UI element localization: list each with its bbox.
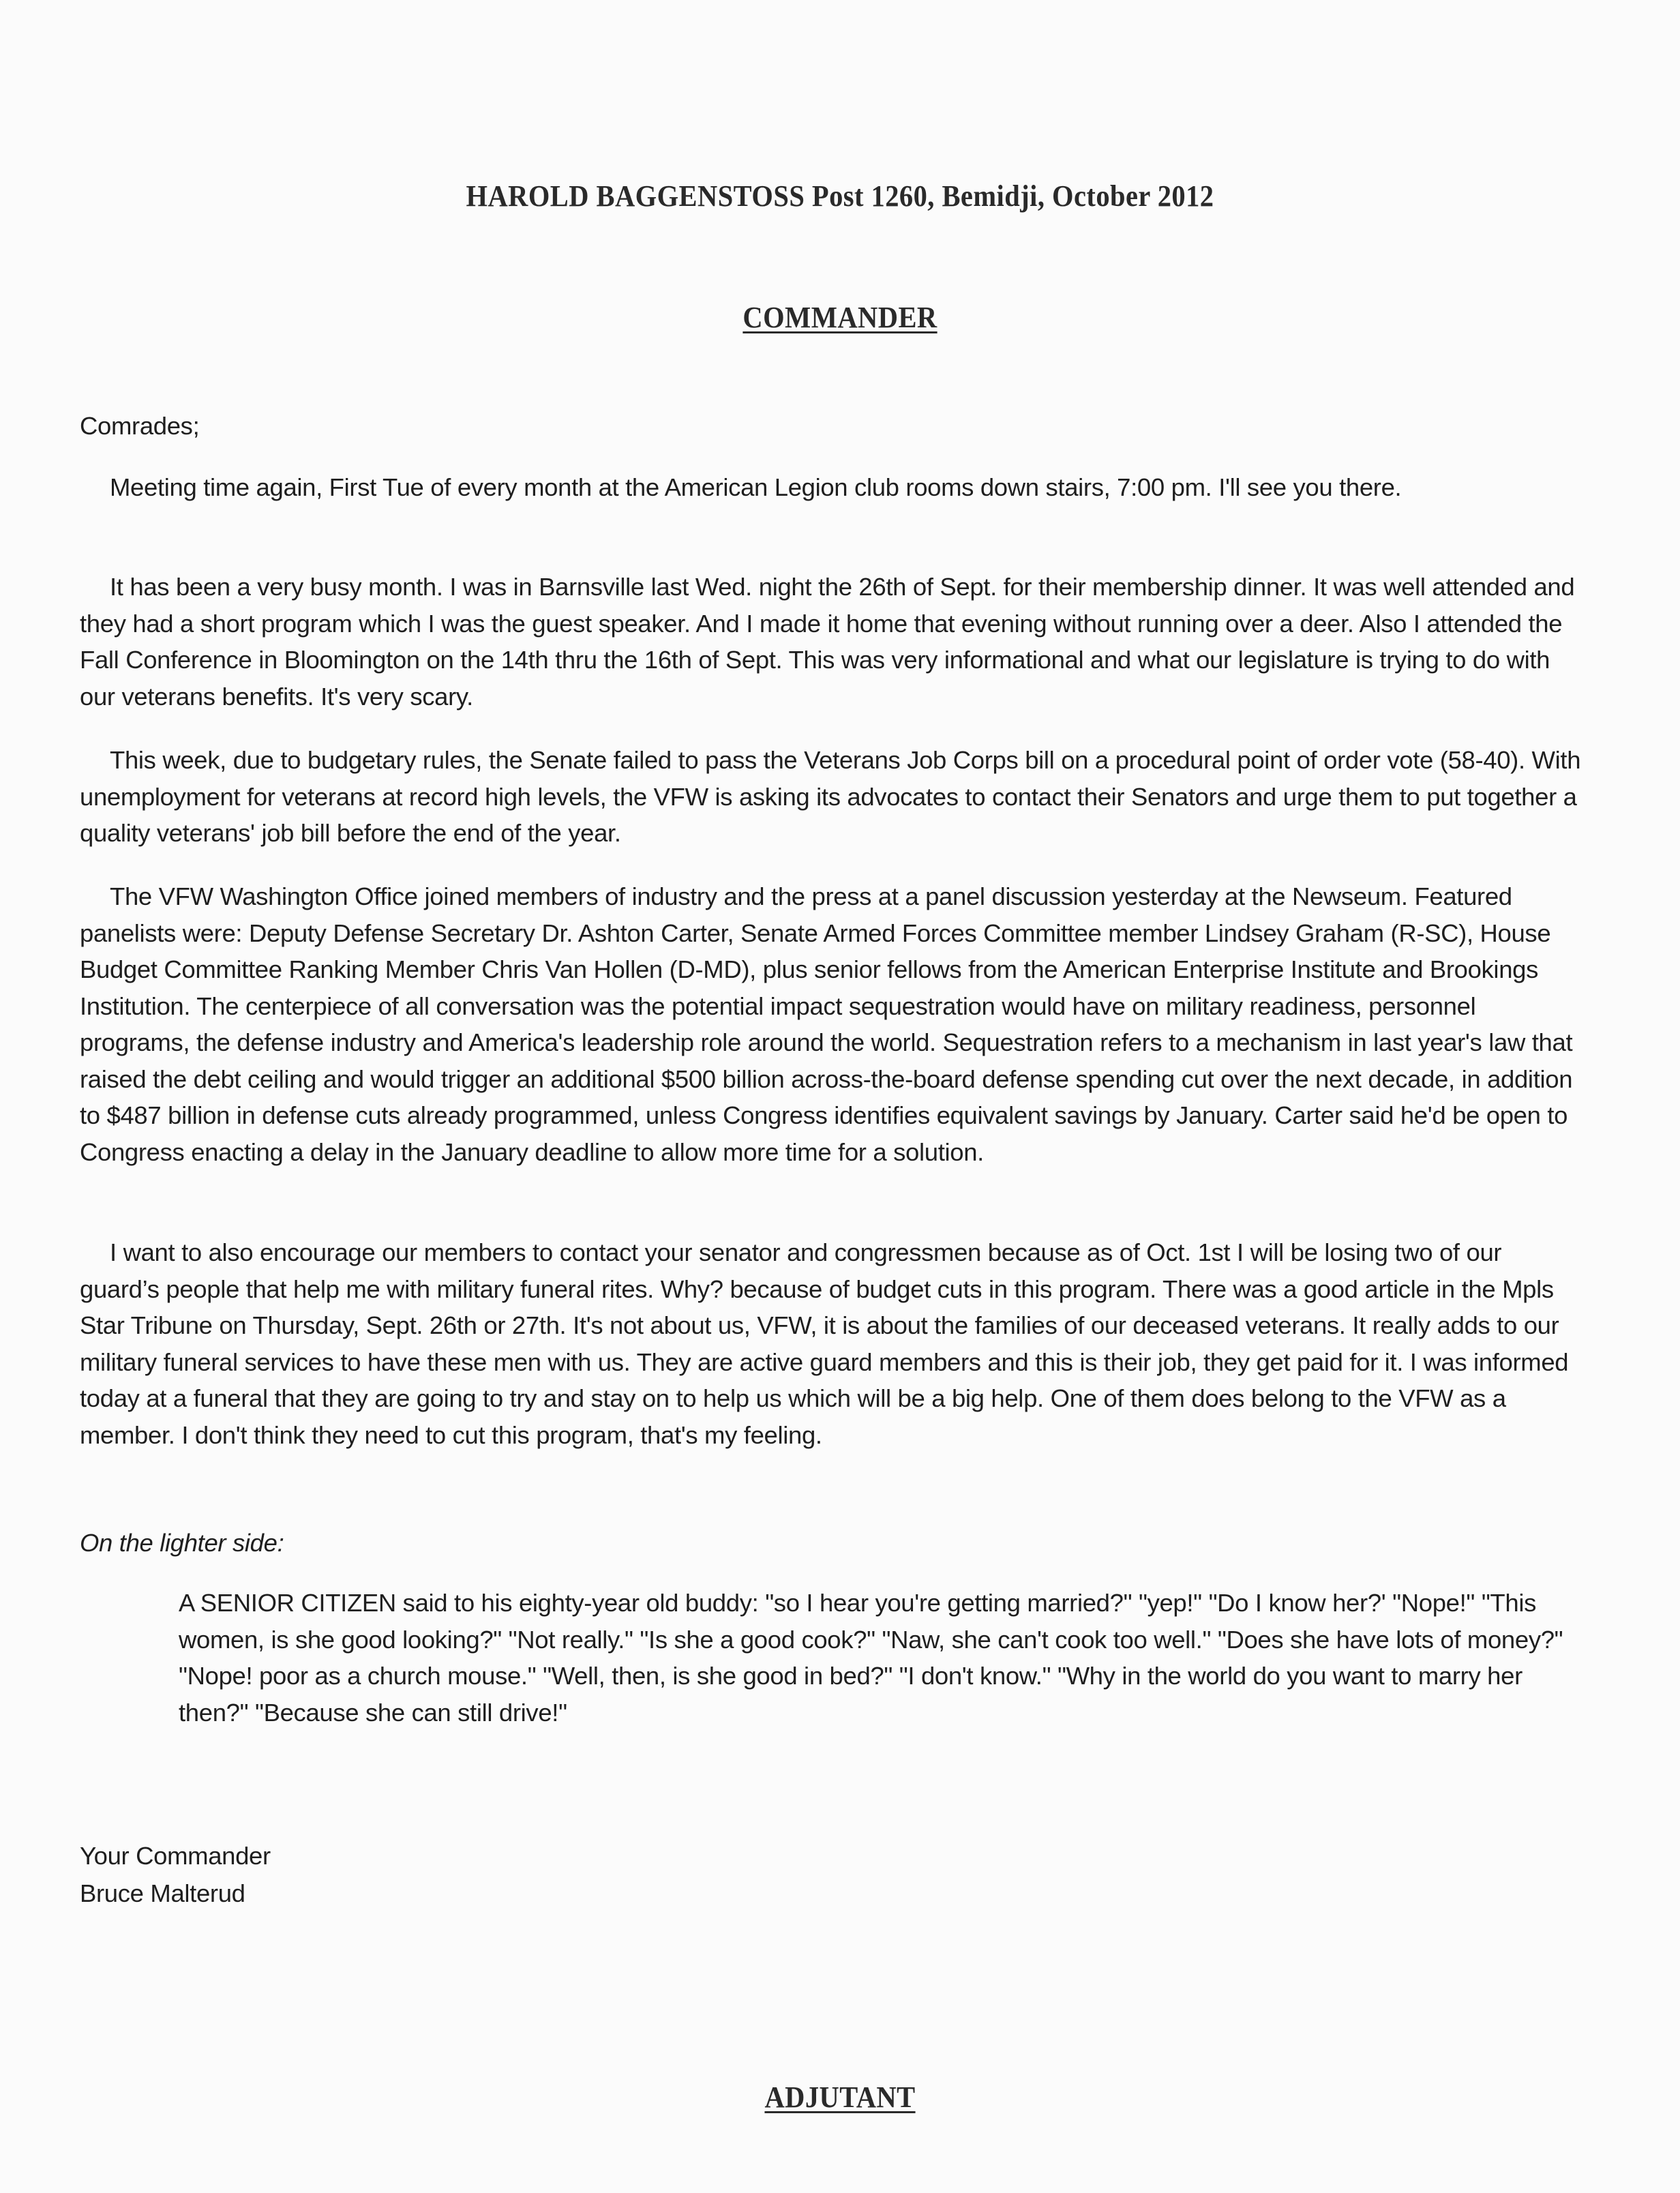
paragraph-job-corps-bill: This week, due to budgetary rules, the Senate failed to pass the Veterans Job Corps bill on a procedural point of order vote (58-40). With unemployment for veterans at record high levels, the VFW is asking its advocates to contact their Senators and urge them to put together a quality veterans' job bill before the end of the year. [80,746,1581,847]
paragraph-sequestration: The VFW Washington Office joined members of industry and the press at a panel discussion yesterday at the Newseum. Featured panelists were: Deputy Defense Secretary Dr. Ashton Carter, Senate Armed Forces Committee member Lindsey Graham (R-SC), House Budget Committee Ranking Member Chris Van Hollen (D-MD), plus senior fellows from the American Enterprise Institute and Brookings Institution. The centerpiece of all conversation was the potential impact sequestration would have on military readiness, personnel programs, the defense industry and America's leadership role around the world. Sequestration refers to a mechanism in last year's law that raised the debt ceiling and would trigger an additional $500 billion across-the-board defense spending cut over the next decade, in addition to $487 billion in defense cuts already programmed, unless Congress identifies equivalent savings by January. Carter said he'd be open to Congress enacting a delay in the January deadline to allow more time for a solution. [80,882,1573,1166]
lighter-side-label: On the lighter side: [80,1529,284,1557]
signoff [80,1837,1580,1912]
commander-section-heading: COMMANDER [742,301,937,334]
paragraph-busy-month: It has been a very busy month. I was in Barnsville last Wed. night the 26th of Sept. for their membership dinner. It was well attended and they had a short program which I was the guest speaker. And I made it home that evening without running over a deer. Also I attended the Fall Conference in Bloomington on the 14th thru the 16th of Sept. This was very informational and what our legislature is trying to do with our veterans benefits. It's very scary. [80,573,1575,711]
paragraph-funeral-rites: I want to also encourage our members to contact your senator and congressmen because as of Oct. 1st I will be losing two of our guard’s people that help me with military funeral rites. Why? because of budget cuts in this program. There was a good article in the Mpls Star Tribune on Thursday, Sept. 26th or 27th. It's not about us, VFW, it is about the families of our deceased veterans. It really adds to our military funeral services to have these men with us. They are active guard members and this is their job, they get paid for it. I was informed today at a funeral that they are going to try and stay on to help us which will be a big help. One of them does belong to the VFW as a member. I don't think they need to cut this program, that's my feeling. [80,1238,1569,1449]
salutation: Comrades; [80,412,200,440]
joke-text: A SENIOR CITIZEN said to his eighty-year old buddy: "so I hear you're getting married?" "yep!" "Do I know her?' "Nope!" "This women, is she good looking?" "Not really." "Is she a good cook?" "Naw, she can't cook too well." "Does she have lots of money?" "Nope! poor as a church mouse." "Well, then, is she good in bed?" "I don't know." "Why in the world do you want to marry her then?" "Because she can still drive!" [179,1589,1563,1727]
paragraph-meeting-time: Meeting time again, First Tue of every month at the American Legion club rooms down stairs, 7:00 pm. I'll see you there. [110,473,1402,501]
signoff-closing: Your Commander [80,1842,271,1870]
signoff-name: Bruce Malterud [80,1879,245,1907]
newsletter-title: HAROLD BAGGENSTOSS Post 1260, Bemidji, October 2012 [466,179,1214,213]
adjutant-section-heading: ADJUTANT [764,2080,916,2114]
